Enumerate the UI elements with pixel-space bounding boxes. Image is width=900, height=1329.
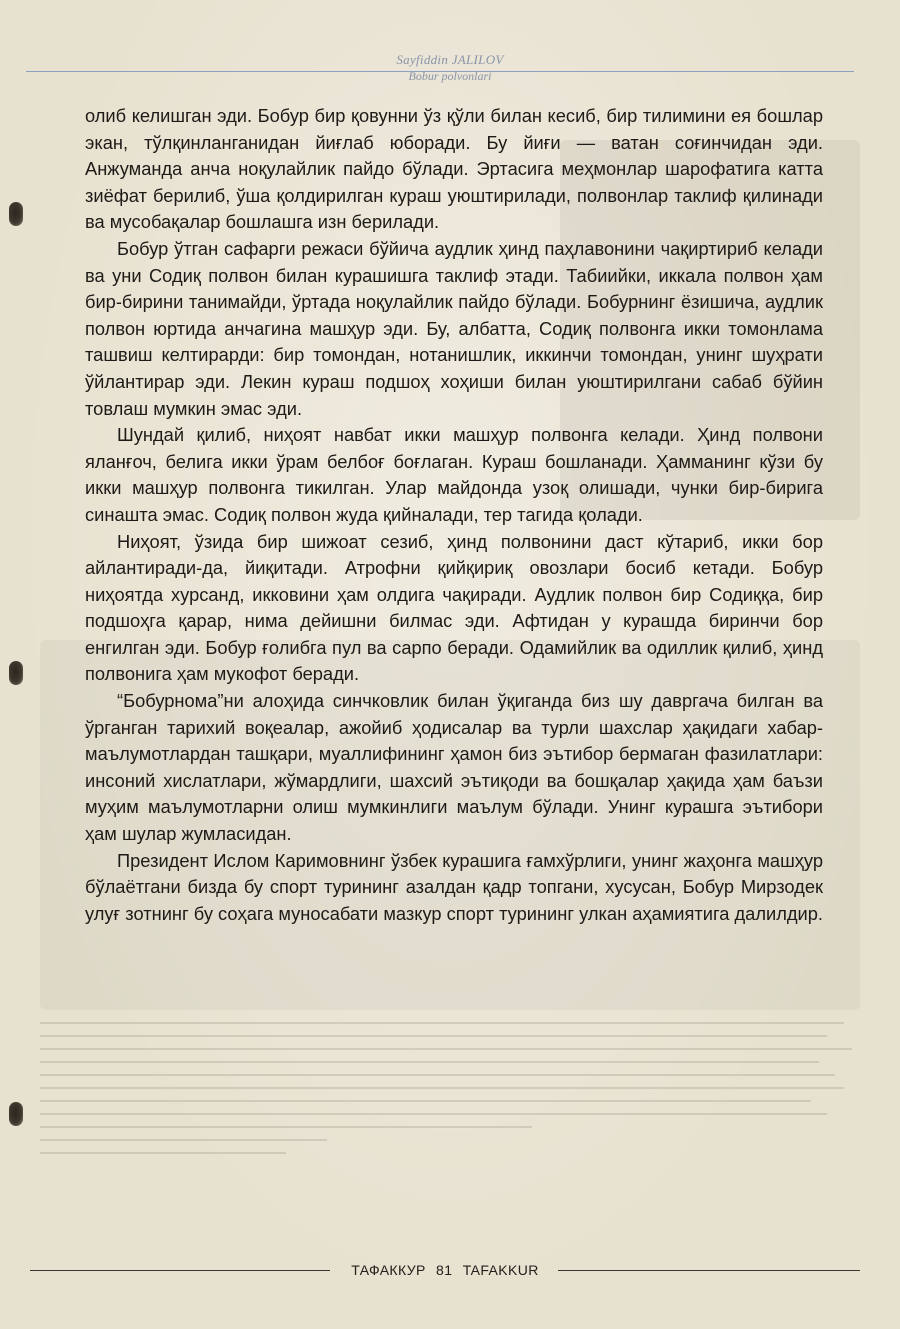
paragraph: Ниҳоят, ўзида бир шижоат сезиб, ҳинд полвонини даст кўтариб, икки бор айлантиради-да, йиқитади. Атрофни қийқириқ овозлари босиб кетади. Бобур ниҳоятда хурсанд, икковини ҳам олдига чақиради. Аудлик полвон бир Содиққа, бир подшоҳга қарар, нима дейишни билмас эди. Афтидан у курашда биринчи бор енгилган эди. Бобур ғолибга пул ва сарпо беради. Одамийлик ва одиллик қилиб, ҳинд полвонига ҳам мукофот беради. <box>85 530 823 685</box>
header-rule <box>26 71 854 72</box>
binder-hole-icon <box>9 661 23 685</box>
paragraph: Бобур ўтган сафарги режаси бўйича аудлик ҳинд паҳлавонини чақиртириб келади ва уни Содиқ полвон билан курашишга таклиф этади. Табиийки, иккала полвон ҳам бир-бирини танимайди, ўртада ноқулайлик пайдо бўлади. Бобурнинг ёзишича, аудлик полвон юртида анчагина машҳур эди. Бу, албатта, Содиқ полвонга икки томонлама ташвиш келтирарди: бир томондан, нотанишлик, иккинчи томондан, унинг шуҳрати ўйлантирар эди. Лекин кураш подшоҳ хоҳиши билан уюштирилгани сабаб бўйин товлаш мумкин эмас эди. <box>85 237 823 419</box>
binder-hole-icon <box>9 1102 23 1126</box>
footer-rule-left <box>30 1270 330 1271</box>
footer-magazine-cyrillic: ТАФАККУР <box>351 1262 426 1278</box>
footer-magazine-latin: TAFAKKUR <box>462 1262 539 1278</box>
paragraph: Президент Ислом Каримовнинг ўзбек курашига ғамхўрлиги, унинг жаҳонга машҳур бўлаётгани бизда бу спорт турининг азалдан қадр топгани, хусусан, Бобур Мирзодек улуғ зотнинг бу соҳага муносабати мазкур спорт турининг улкан аҳамиятига далилдир. <box>85 849 824 924</box>
binder-hole-icon <box>9 202 23 226</box>
paragraph: олиб келишган эди. Бобур бир қовунни ўз қўли билан кесиб, бир тилимини ея бошлар экан, тўлқинланганидан йиғлаб юборади. Бу йиғи — ватан соғинчидан эди. Анжуманда анча ноқулайлик пайдо бўлади. Эртасига меҳмонлар шарофатига катта зиёфат берилиб, ўша қолдирилган кураш уюштирилади, полвонлар таклиф қилинади ва мусобақалар бошлашга изн берилади. <box>85 105 823 233</box>
footer-rule-right <box>558 1270 860 1271</box>
paragraph: “Бобурнома”ни алоҳида синчковлик билан ўқиганда биз шу давргача билган ва ўрганган тарихий воқеалар, ажойиб ҳодисалар ва турли шахслар ҳақидаги хабар-маълумотлардан ташқари, муаллифининг ҳамон биз эътибор бермаган фазилатлари: инсоний хислатлари, жўмардлиги, шахсий эътиқоди ва бошқалар ҳақида ҳам баъзи муҳим маълумотларни олиш мумкинлиги маълум бўлади. Унинг курашга эътибори ҳам шулар жумласидан. <box>85 690 823 845</box>
header-author: Sayfiddin JALILOV <box>396 52 504 67</box>
header-subtitle: Bobur polvonlari <box>408 69 492 83</box>
page-footer <box>30 1260 860 1280</box>
footnote-bleed-through <box>40 1022 860 1222</box>
page-number: 81 <box>436 1262 453 1278</box>
paragraph: Шундай қилиб, ниҳоят навбат икки машҳур полвонга келади. Ҳинд полвони яланғоч, белига икки ўрам белбоғ боғлаган. Кураш бошланади. Ҳамманинг кўзи бу икки машҳур полвонга тикилган. Улар майдонда узоқ олишади, чунки бир-бирига синашта эмас. Содиқ полвон жуда қийналади, тер тагида қолади. <box>85 424 823 525</box>
footer-label <box>340 1260 550 1280</box>
running-header <box>0 52 900 84</box>
article-body <box>85 103 823 927</box>
